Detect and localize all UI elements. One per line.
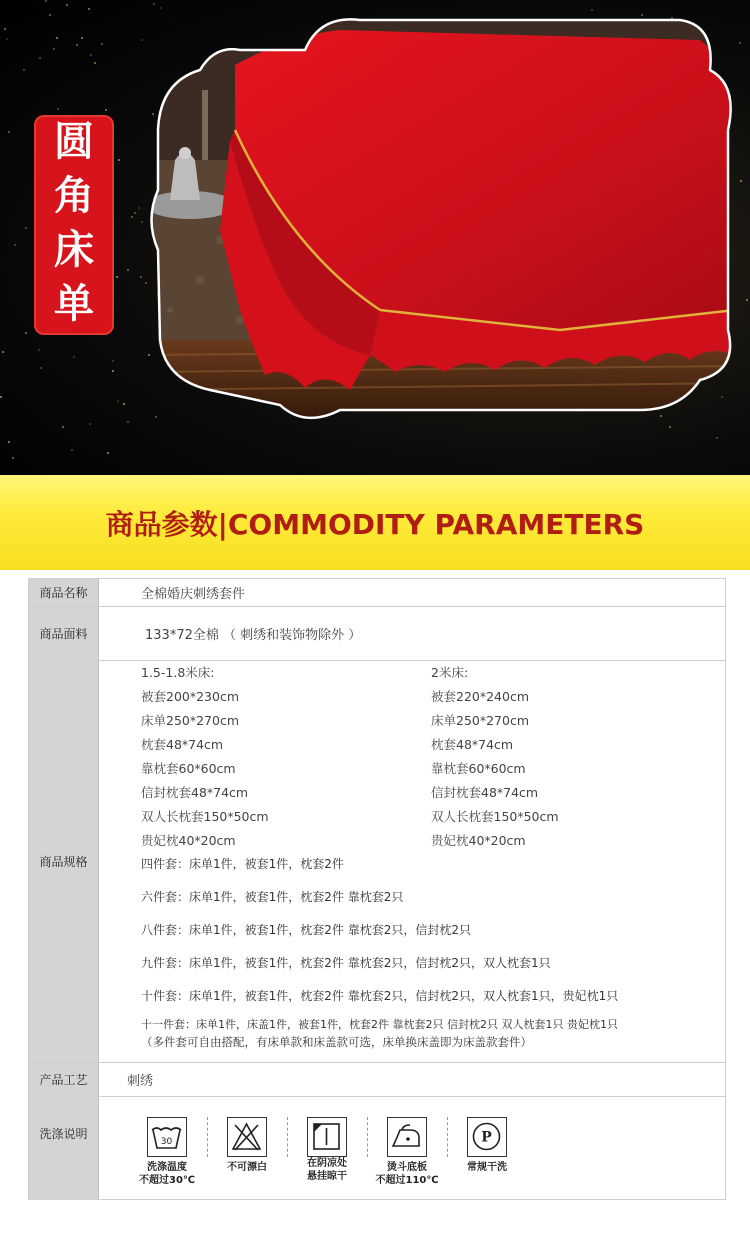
table-row-spec [29, 661, 725, 1063]
gold-speck [57, 108, 59, 110]
product-name-value: 全棉婚庆刺绣套件 [141, 587, 246, 602]
no-bleach-icon [227, 1117, 267, 1157]
hero-banner [0, 0, 750, 475]
svg-text:P: P [481, 1129, 492, 1146]
gold-speck [118, 159, 120, 161]
gold-speck [105, 109, 107, 111]
set-option-line: 十件套：床单1件，被套1件，枕套2件 靠枕套2只，信封枕2只，双人枕套1只，贵妃枕1只 [141, 989, 619, 1003]
gold-speck [153, 3, 155, 5]
gold-speck [49, 14, 51, 16]
gold-speck [746, 299, 748, 301]
spec-left-line: 床单250*270cm [141, 713, 240, 728]
gold-speck [23, 69, 25, 71]
gold-speck [101, 43, 103, 45]
parameter-table [28, 578, 726, 1200]
no-bleach-caption: 不可漂白 [227, 1162, 267, 1173]
dry-clean-caption: 常规干洗 [467, 1162, 507, 1173]
gold-speck [112, 360, 114, 362]
gold-speck [38, 349, 40, 351]
row-label: 商品名称 [29, 579, 99, 606]
gold-speck [2, 351, 4, 353]
gold-speck [53, 48, 55, 50]
gold-speck [134, 212, 136, 214]
gold-speck [123, 403, 125, 405]
table-row-craft [29, 1063, 725, 1097]
gold-speck [25, 332, 27, 334]
gold-speck [81, 37, 83, 39]
spec-left-line: 双人长枕套150*50cm [141, 809, 269, 824]
spec-right-line: 枕套48*74cm [431, 737, 514, 752]
dry-clean-p-icon [467, 1117, 507, 1157]
spec-right-line: 靠枕套60*60cm [431, 761, 526, 776]
spec-left-line: 枕套48*74cm [141, 737, 224, 752]
gold-speck [112, 370, 114, 372]
spec-left-line: 被套200*230cm [141, 689, 240, 704]
set-option-line: 六件套：床单1件，被套1件，枕套2件 靠枕套2只 [141, 890, 404, 904]
gold-speck [116, 276, 118, 278]
icon-separator [207, 1117, 208, 1157]
gold-speck [117, 400, 119, 402]
gold-speck [6, 38, 8, 40]
gold-speck [76, 44, 78, 46]
gold-speck [66, 4, 68, 6]
row-label: 洗涤说明 [29, 1097, 99, 1199]
section-title-band [0, 475, 750, 570]
spec-right-line: 贵妃枕40*20cm [431, 833, 526, 848]
wash-temp-caption: 洗涤温度 不超过30℃ [138, 1162, 196, 1186]
gold-speck [25, 227, 27, 229]
set-option-line: 八件套：床单1件，被套1件，枕套2件 靠枕套2只，信封枕2只 [141, 923, 471, 937]
spec-left-line: 信封枕套48*74cm [141, 785, 249, 800]
gold-speck [107, 452, 109, 454]
gold-speck [4, 28, 6, 30]
gold-speck [45, 0, 47, 2]
gold-speck [0, 396, 2, 398]
gold-speck [90, 54, 92, 56]
gold-speck [14, 244, 16, 246]
spec-right-line: 被套220*240cm [431, 689, 530, 704]
row-label: 产品工艺 [29, 1063, 99, 1096]
set-option-line: 九件套：床单1件，被套1件，枕套2件 靠枕套2只，信封枕2只，双人枕套1只 [141, 956, 551, 970]
gold-speck [740, 180, 742, 182]
seal-char: 角 [54, 172, 94, 219]
iron-caption: 烫斗底板 不超过110℃ [375, 1162, 439, 1186]
gold-speck [127, 421, 129, 423]
gold-speck [8, 441, 10, 443]
craft-value: 刺绣 [127, 1074, 154, 1089]
gold-speck [131, 216, 133, 218]
gold-speck [716, 437, 718, 439]
gold-speck [56, 37, 58, 39]
dry-in-shade-caption: 在阴凉处 悬挂晾干 [307, 1158, 347, 1182]
iron-icon [387, 1117, 427, 1157]
set-option-line: 四件套：床单1件，被套1件，枕套2件 [141, 857, 344, 871]
spec-left-line: 1.5-1.8米床: [141, 665, 215, 680]
gold-speck [40, 367, 42, 369]
gold-speck [8, 131, 10, 133]
table-row-fabric [29, 607, 725, 661]
table-row-wash [29, 1097, 725, 1199]
spec-right-line: 信封枕套48*74cm [431, 785, 539, 800]
spec-left-line: 贵妃枕40*20cm [141, 833, 236, 848]
spec-right-line: 2米床: [431, 665, 469, 680]
row-label: 商品规格 [29, 661, 99, 1062]
seal-char: 床 [54, 226, 94, 273]
gold-speck [62, 426, 64, 428]
gold-speck [88, 8, 90, 10]
gold-speck [12, 457, 14, 459]
gold-speck [127, 269, 129, 271]
gold-speck [71, 449, 73, 451]
wash-tub-30-icon [147, 1117, 187, 1157]
spec-right-line: 床单250*270cm [431, 713, 530, 728]
gold-speck [39, 57, 41, 59]
gold-speck [73, 356, 75, 358]
icon-separator [367, 1117, 368, 1157]
red-bedding-photo [140, 10, 740, 430]
spec-left-line: 靠枕套60*60cm [141, 761, 236, 776]
gold-speck [160, 7, 162, 9]
set-option-line: 十一件套：床单1件，床盖1件，被套1件，枕套2件 靠枕套2只 信封枕2只 双人枕套1只 贵妃枕1只 [141, 1018, 618, 1031]
icon-separator [447, 1117, 448, 1157]
spec-right-line: 双人长枕套150*50cm [431, 809, 559, 824]
gold-speck [94, 62, 96, 64]
svg-text:30: 30 [160, 1137, 173, 1147]
gold-speck [89, 423, 91, 425]
row-label: 商品面料 [29, 607, 99, 660]
dry-in-shade-icon [307, 1117, 347, 1157]
set-combination-note: （多件套可自由搭配，有床单款和床盖款可选，床单换床盖即为床盖款套件） [141, 1035, 532, 1049]
fabric-value: 133*72全棉 （ 刺绣和装饰物除外 ） [145, 628, 362, 643]
round-corner-bedsheet-seal [34, 115, 114, 335]
seal-char: 单 [54, 280, 94, 327]
icon-separator [287, 1117, 288, 1157]
seal-char: 圆 [54, 118, 94, 165]
section-title: 商品参数|COMMODITY PARAMETERS [105, 508, 645, 541]
table-row-name [29, 579, 725, 607]
